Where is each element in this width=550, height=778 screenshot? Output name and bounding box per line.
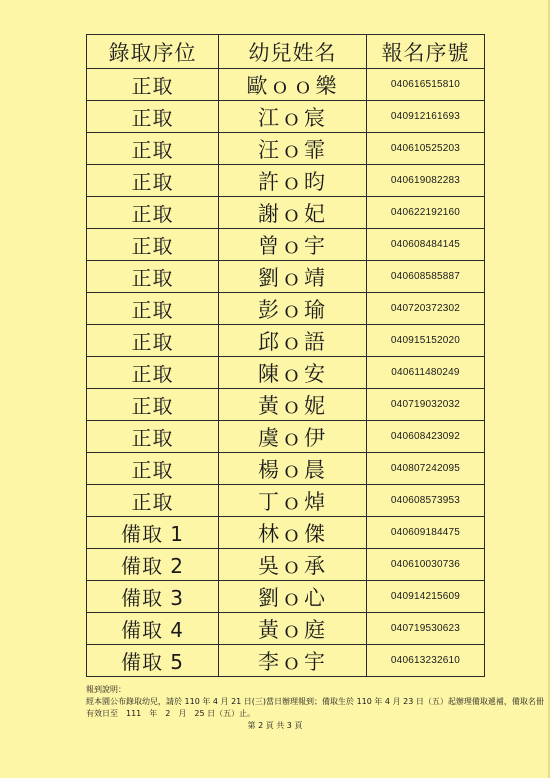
admission-rank-cell: 正取 — [87, 101, 219, 133]
child-name-cell: 楊ｏ晨 — [219, 453, 367, 485]
registration-number-cell: 040608573953 — [367, 485, 485, 517]
table-row — [87, 69, 485, 101]
registration-number-cell: 040622192160 — [367, 197, 485, 229]
registration-number-cell: 040609184475 — [367, 517, 485, 549]
child-name-cell: 劉ｏ靖 — [219, 261, 367, 293]
admission-rank-cell: 備取 2 — [87, 549, 219, 581]
child-name-cell: 邱ｏ語 — [219, 325, 367, 357]
registration-number-cell: 040719530623 — [367, 613, 485, 645]
table-row — [87, 389, 485, 421]
registration-number-cell: 040608585887 — [367, 261, 485, 293]
child-name-cell: 林ｏ傑 — [219, 517, 367, 549]
admission-rank-cell: 正取 — [87, 453, 219, 485]
admission-rank-cell: 備取 5 — [87, 645, 219, 677]
admission-rank-cell: 正取 — [87, 165, 219, 197]
admission-rank-cell: 正取 — [87, 389, 219, 421]
child-name-cell: 彭ｏ瑜 — [219, 293, 367, 325]
admission-rank-cell: 正取 — [87, 293, 219, 325]
registration-number-cell: 040807242095 — [367, 453, 485, 485]
registration-number-cell: 040610525203 — [367, 133, 485, 165]
admission-rank-cell: 正取 — [87, 357, 219, 389]
table-row — [87, 133, 485, 165]
registration-number-cell: 040619082283 — [367, 165, 485, 197]
child-name-cell: 謝ｏ妃 — [219, 197, 367, 229]
table-row — [87, 485, 485, 517]
registration-number-cell: 040914215609 — [367, 581, 485, 613]
admission-rank-cell: 正取 — [87, 421, 219, 453]
registration-number-cell: 040610030736 — [367, 549, 485, 581]
registration-notes — [86, 684, 544, 720]
admission-rank-cell: 正取 — [87, 325, 219, 357]
table-row — [87, 549, 485, 581]
registration-number-cell: 040616515810 — [367, 69, 485, 101]
header-child-name: 幼兒姓名 — [219, 35, 367, 69]
child-name-cell: 歐ｏｏ樂 — [219, 69, 367, 101]
notes-heading: 報到說明： — [86, 685, 126, 694]
admission-rank-cell: 正取 — [87, 485, 219, 517]
table-row — [87, 581, 485, 613]
registration-number-cell: 040611480249 — [367, 357, 485, 389]
child-name-cell: 陳ｏ安 — [219, 357, 367, 389]
child-name-cell: 李ｏ宇 — [219, 645, 367, 677]
registration-number-cell: 040915152020 — [367, 325, 485, 357]
table-row — [87, 165, 485, 197]
page-number: 第 2 頁 共 3 頁 — [247, 721, 303, 730]
notes-line-1: 經本園公布錄取幼兒，請於 110 年 4 月 21 日(三)當日辦理報到；備取生於 110 年 4 月 23 日（五）起辦理備取遞補，備取名冊 — [86, 697, 544, 706]
table-row — [87, 453, 485, 485]
child-name-cell: 汪ｏ霏 — [219, 133, 367, 165]
registration-number-cell: 040608484145 — [367, 229, 485, 261]
child-name-cell: 江ｏ宸 — [219, 101, 367, 133]
registration-number-cell: 040720372302 — [367, 293, 485, 325]
registration-number-cell: 040613232610 — [367, 645, 485, 677]
admission-rank-cell: 備取 1 — [87, 517, 219, 549]
table-body — [87, 69, 485, 677]
notes-line-2: 有效日至 111 年 2 月 25 日（五）止。 — [86, 709, 256, 718]
table-row — [87, 325, 485, 357]
table-row — [87, 613, 485, 645]
table-row — [87, 517, 485, 549]
admission-table — [86, 34, 485, 677]
table-row — [87, 197, 485, 229]
admission-rank-cell: 正取 — [87, 261, 219, 293]
registration-number-cell: 040912161693 — [367, 101, 485, 133]
child-name-cell: 黃ｏ庭 — [219, 613, 367, 645]
child-name-cell: 虞ｏ伊 — [219, 421, 367, 453]
table-header-row — [87, 35, 485, 69]
table-row — [87, 261, 485, 293]
admission-rank-cell: 正取 — [87, 69, 219, 101]
admission-rank-cell: 備取 3 — [87, 581, 219, 613]
registration-number-cell: 040608423092 — [367, 421, 485, 453]
table-row — [87, 645, 485, 677]
child-name-cell: 劉ｏ心 — [219, 581, 367, 613]
child-name-cell: 許ｏ昀 — [219, 165, 367, 197]
admission-rank-cell: 備取 4 — [87, 613, 219, 645]
admission-rank-cell: 正取 — [87, 229, 219, 261]
header-admission-rank: 錄取序位 — [87, 35, 219, 69]
child-name-cell: 曾ｏ宇 — [219, 229, 367, 261]
table-row — [87, 101, 485, 133]
child-name-cell: 丁ｏ焯 — [219, 485, 367, 517]
child-name-cell: 黃ｏ妮 — [219, 389, 367, 421]
table-row — [87, 357, 485, 389]
registration-number-cell: 040719032032 — [367, 389, 485, 421]
admission-rank-cell: 正取 — [87, 133, 219, 165]
table-row — [87, 293, 485, 325]
table-row — [87, 229, 485, 261]
admission-rank-cell: 正取 — [87, 197, 219, 229]
child-name-cell: 吳ｏ承 — [219, 549, 367, 581]
header-registration-number: 報名序號 — [367, 35, 485, 69]
table-row — [87, 421, 485, 453]
